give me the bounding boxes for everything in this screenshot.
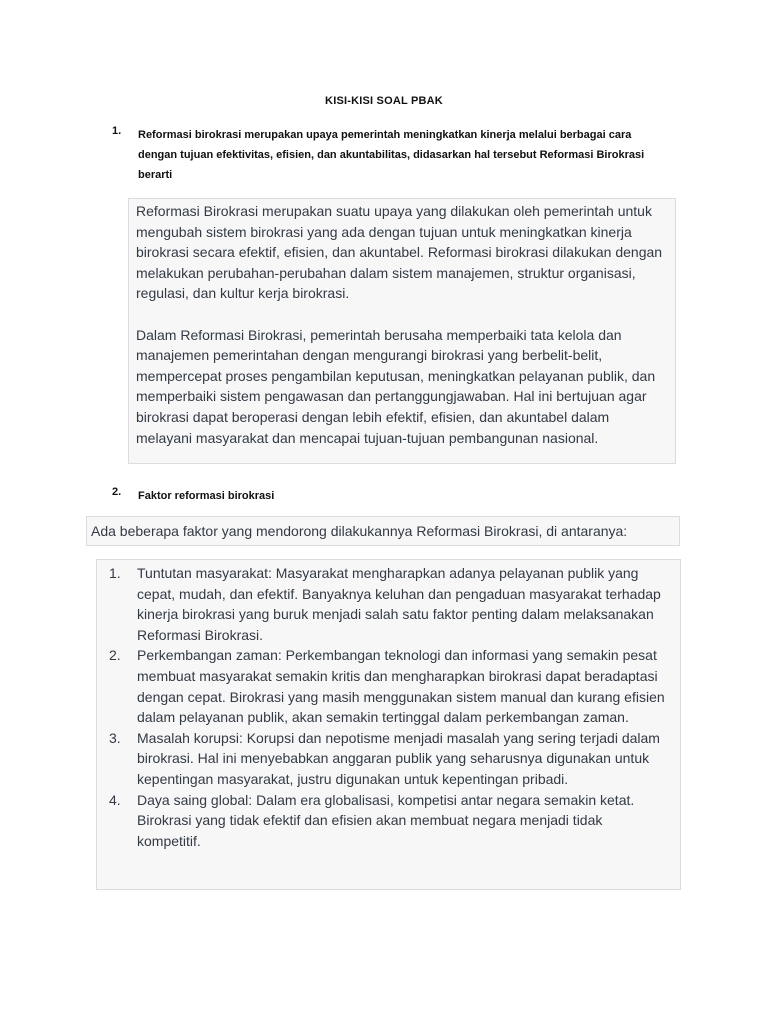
list-item-text: Daya saing global: Dalam era globalisasi, kompetisi antar negara semakin ketat. Birokrasi yang tidak efektif dan efisien akan membuat negara menjadi tidak kompetitif. [137, 791, 635, 849]
list-item-number: 2. [109, 647, 121, 664]
list-item-text: Masalah korupsi: Korupsi dan nepotisme menjadi masalah yang sering terjadi dalam birokrasi. Hal ini menyebabkan anggaran publik yang seharusnya digunakan untuk kepentingan masyarakat, justru digunakan untuk kepentingan pribadi. [137, 729, 660, 787]
list-item [97, 728, 670, 790]
list-item-number: 3. [109, 729, 121, 746]
question-2-intro: Ada beberapa faktor yang mendorong dilakukannya Reformasi Birokrasi, di antaranya: [86, 516, 680, 546]
factor-list [96, 559, 681, 890]
list-item [97, 563, 670, 645]
question-2-number: 2. [112, 486, 122, 498]
answer-paragraph-2: Dalam Reformasi Birokrasi, pemerintah berusaha memperbaiki tata kelola dan manajemen pemerintahan dengan mengurangi birokrasi yang berbelit-belit, mempercepat proses pengambilan keputusan, meningkatkan pelayanan publik, dan memperbaiki sistem pengawasan dan pertanggungjawaban. Hal ini bertujuan agar birokrasi dapat beroperasi dengan lebih efektif, efisien, dan akuntabel dalam melayani masyarakat dan mencapai tujuan-tujuan pembangunan nasional. [136, 326, 656, 446]
list-item [97, 645, 670, 727]
list-item-text: Perkembangan zaman: Perkembangan teknologi dan informasi yang semakin pesat membuat masyarakat semakin kritis dan mengharapkan birokrasi dapat beradaptasi dengan cepat. Birokrasi yang masih menggunakan sistem manual dan kurang efisien dalam pelayanan publik, akan semakin tertinggal dalam perkembangan zaman. [137, 647, 665, 726]
list-item [97, 790, 670, 852]
list-item-text: Tuntutan masyarakat: Masyarakat mengharapkan adanya pelayanan publik yang cepat, mudah, dan efektif. Banyaknya keluhan dan pengaduan masyarakat terhadap kinerja birokrasi yang buruk menjadi salah satu faktor penting dalam melaksanakan Reformasi Birokrasi. [137, 565, 661, 643]
list-item-number: 4. [109, 791, 121, 808]
list-item-number: 1. [109, 565, 121, 581]
question-2-text: Faktor reformasi birokrasi [138, 490, 275, 502]
question-1-answer-box [128, 198, 676, 464]
question-1-text: Reformasi birokrasi merupakan upaya pemerintah meningkatkan kinerja melalui berbagai cara dengan tujuan efektivitas, efisien, dan akuntabilitas, didasarkan hal tersebut Reformasi Birokrasi berarti [138, 129, 645, 181]
answer-paragraph-1: Reformasi Birokrasi merupakan suatu upaya yang dilakukan oleh pemerintah untuk mengubah sistem birokrasi yang ada dengan tujuan untuk meningkatkan kinerja birokrasi secara efektif, efisien, dan akuntabel. Reformasi birokrasi dilakukan dengan melakukan perubahan-perubahan dalam sistem manajemen, struktur organisasi, regulasi, dan kultur kerja birokrasi. [136, 203, 663, 302]
question-1-number: 1. [112, 125, 122, 137]
document-title: KISI-KISI SOAL PBAK [325, 95, 443, 107]
